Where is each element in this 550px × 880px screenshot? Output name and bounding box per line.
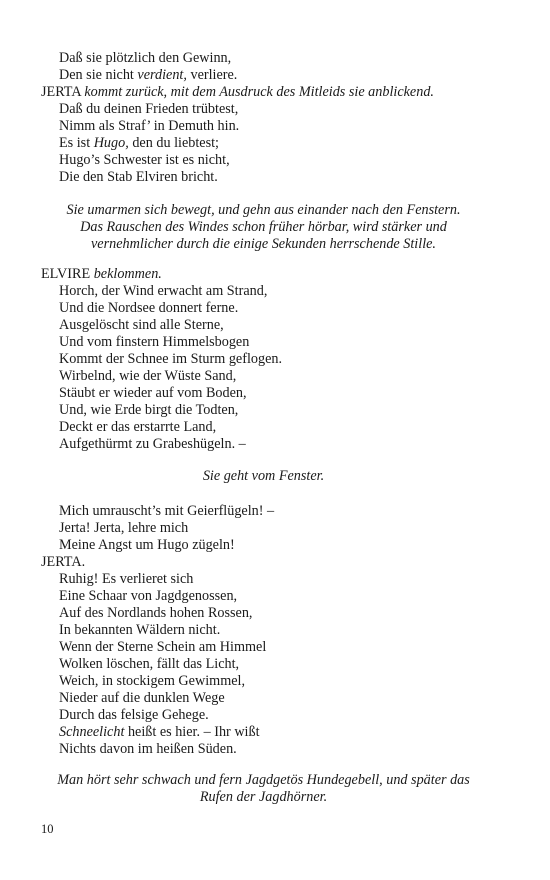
verse-line: Nimm als Straf’ in Demuth hin. [59, 118, 240, 134]
page-number: 10 [41, 822, 54, 836]
verse-line [59, 724, 260, 741]
verse-line: Horch, der Wind erwacht am Strand, [59, 283, 268, 299]
stage-direction: Sie geht vom Fenster. [202, 468, 325, 484]
verse-line: Auf des Nordlands hohen Rossen, [59, 605, 253, 621]
italic-text: verdient, [137, 67, 187, 83]
stage-direction: vernehmlicher durch die einige Sekunden herrschende Stille. [91, 236, 436, 252]
text: den du liebtest; [128, 135, 219, 151]
text: Es ist [59, 135, 94, 151]
verse-line: Deckt er das erstarrte Land, [59, 419, 217, 435]
verse-line: Und vom finstern Himmelsbogen [59, 334, 250, 350]
verse-line: Durch das felsige Gehege. [59, 707, 209, 723]
verse-line: Daß du deinen Frieden trübtest, [59, 101, 239, 117]
verse-line: Jerta! Jerta, lehre mich [59, 520, 189, 536]
verse-line: Die den Stab Elviren bricht. [59, 169, 218, 185]
verse-line: Wirbelnd, wie der Wüste Sand, [59, 368, 237, 384]
text: ELVIRE [41, 266, 94, 282]
text: Den sie nicht [59, 67, 138, 83]
verse-line: Ausgelöscht sind alle Sterne, [59, 317, 224, 333]
verse-line: Hugo’s Schwester ist es nicht, [59, 152, 230, 168]
verse-line: In bekannten Wäldern nicht. [59, 622, 221, 638]
verse-line: Meine Angst um Hugo zügeln! [59, 537, 235, 553]
text: verliere. [186, 67, 238, 83]
verse-line: Und die Nordsee donnert ferne. [59, 300, 239, 316]
stage-direction: Rufen der Jagdhörner. [199, 789, 328, 805]
verse-line: Aufgethürmt zu Grabeshügeln. – [59, 436, 246, 452]
stage-direction: Sie umarmen sich bewegt, und gehn aus einander nach den Fenstern. [66, 202, 461, 218]
verse-line: Weich, in stockigem Gewimmel, [59, 673, 246, 689]
italic-text: beklommen. [93, 266, 162, 282]
verse-line: Nieder auf die dunklen Wege [59, 690, 225, 706]
verse-line [59, 67, 237, 84]
verse-line: Nichts davon im heißen Süden. [59, 741, 237, 757]
verse-line: Daß sie plötzlich den Gewinn, [59, 50, 232, 66]
speaker-line [41, 84, 434, 101]
text: JERTA [41, 84, 85, 100]
speaker-line: JERTA. [41, 554, 86, 570]
stage-direction: Man hört sehr schwach und fern Jagdgetös Hundegebell, und später das [57, 772, 470, 788]
verse-line: Mich umrauscht’s mit Geierflügeln! – [59, 503, 275, 519]
verse-line [59, 135, 219, 152]
verse-line: Wolken löschen, fällt das Licht, [59, 656, 240, 672]
verse-line: Und, wie Erde birgt die Todten, [59, 402, 239, 418]
italic-text: Hugo, [93, 135, 129, 151]
verse-line: Eine Schaar von Jagdgenossen, [59, 588, 238, 604]
verse-line: Kommt der Schnee im Sturm geflogen. [59, 351, 283, 367]
italic-text: Schneelicht [59, 724, 125, 740]
verse-line: Ruhig! Es verlieret sich [59, 571, 194, 587]
stage-direction: Das Rauschen des Windes schon früher hörbar, wird stärker und [80, 219, 447, 235]
italic-text: kommt zurück, mit dem Ausdruck des Mitleids sie anblickend. [84, 84, 434, 100]
speaker-line [41, 266, 162, 283]
verse-line: Stäubt er wieder auf vom Boden, [59, 385, 247, 401]
verse-line: Wenn der Sterne Schein am Himmel [59, 639, 267, 655]
text: heißt es hier. – Ihr wißt [124, 724, 260, 740]
